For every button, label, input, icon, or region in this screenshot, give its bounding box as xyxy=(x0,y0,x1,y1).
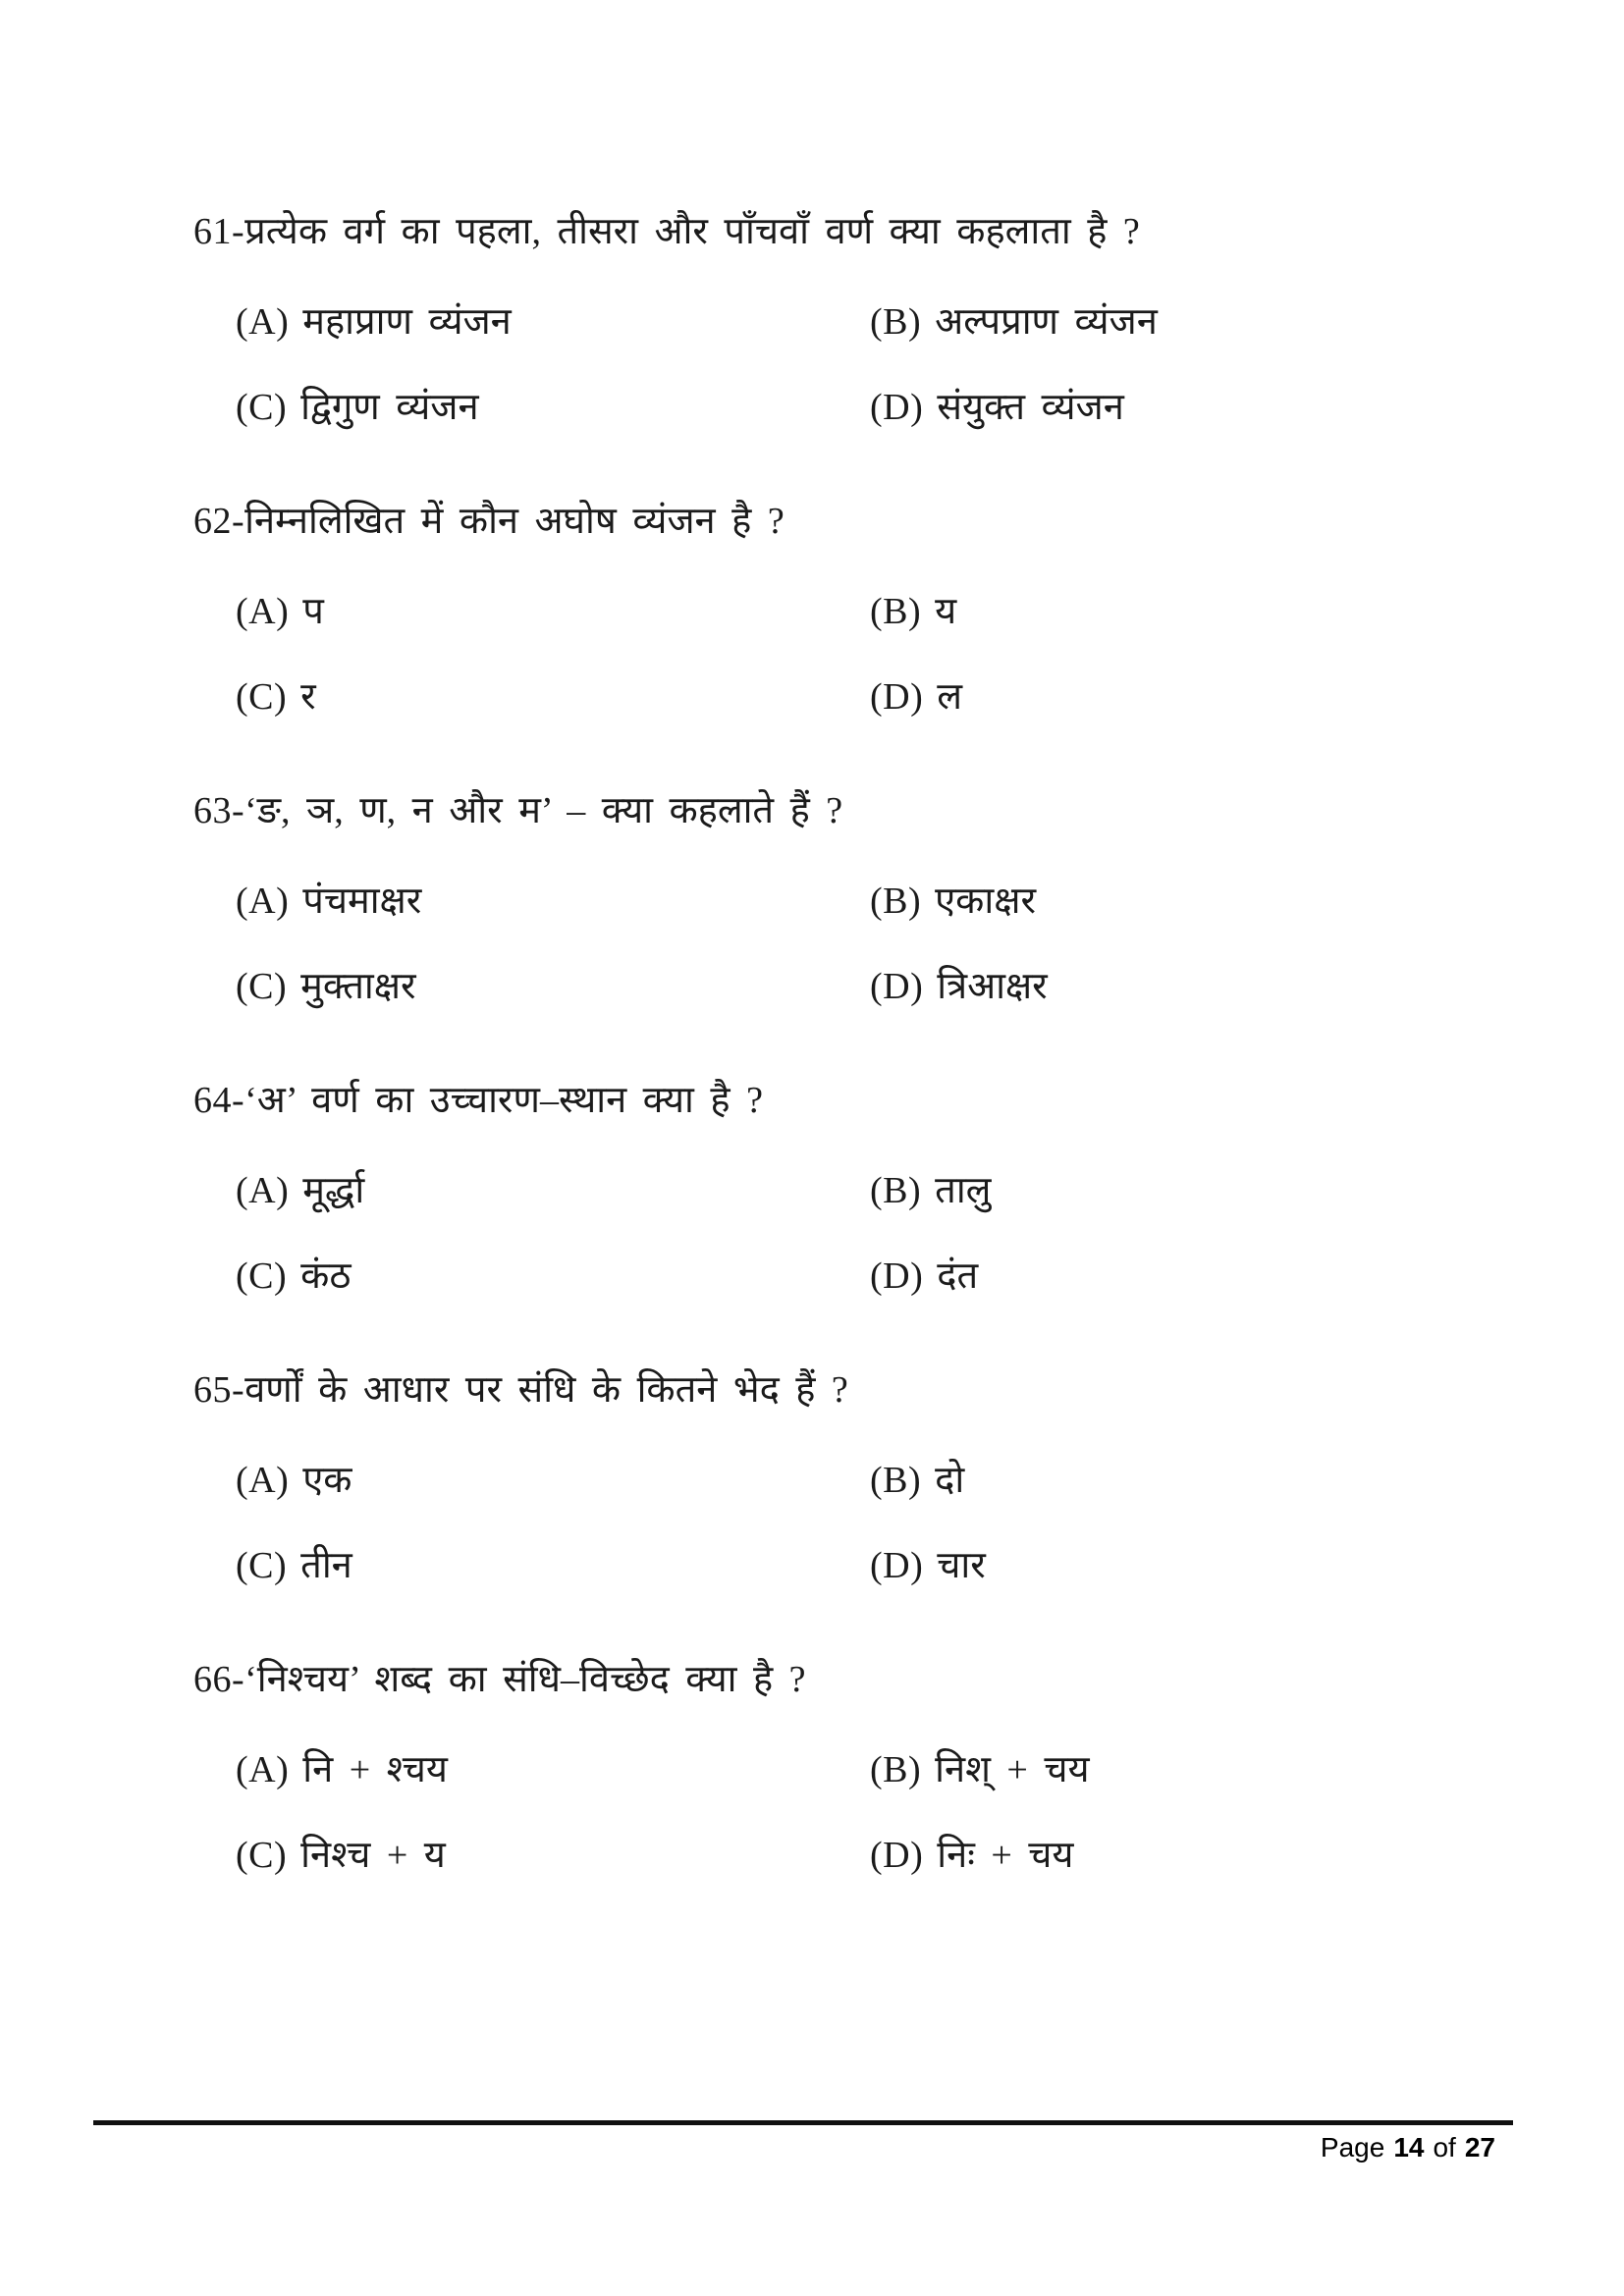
option-label: (D) xyxy=(870,1545,924,1586)
option-label: (B) xyxy=(870,1460,922,1501)
options-row-ab xyxy=(193,1457,1529,1504)
option-c xyxy=(236,963,870,1010)
option-text: पंचमाक्षर xyxy=(302,881,422,922)
option-label: (B) xyxy=(870,301,922,343)
option-label: (A) xyxy=(236,881,290,922)
option-text: निश् + चय xyxy=(935,1749,1090,1790)
option-c xyxy=(236,384,870,431)
option-d xyxy=(870,673,1529,721)
option-a xyxy=(236,878,870,925)
option-label: (A) xyxy=(236,301,290,343)
option-label: (A) xyxy=(236,591,290,632)
question-61 xyxy=(193,208,1529,431)
option-c xyxy=(236,1542,870,1589)
option-text: र xyxy=(300,676,316,718)
question-65 xyxy=(193,1366,1529,1589)
footer-page-number: 14 xyxy=(1393,2132,1425,2163)
options-row-cd xyxy=(193,1832,1529,1879)
option-label: (C) xyxy=(236,1255,288,1297)
option-a xyxy=(236,298,870,346)
option-label: (D) xyxy=(870,966,924,1007)
option-b xyxy=(870,1167,1529,1214)
footer-divider-line xyxy=(93,2120,1513,2125)
option-a xyxy=(236,588,870,635)
option-text: य xyxy=(935,591,957,632)
option-text: तालु xyxy=(935,1170,992,1211)
option-label: (D) xyxy=(870,387,924,428)
option-text: निश्च + य xyxy=(300,1835,446,1876)
question-number: 61- xyxy=(193,211,245,252)
question-64 xyxy=(193,1077,1529,1300)
question-text: ‘अ’ वर्ण का उच्चारण–स्थान क्या है ? xyxy=(244,1080,763,1121)
option-label: (A) xyxy=(236,1170,290,1211)
option-text: एकाक्षर xyxy=(935,881,1036,922)
option-label: (C) xyxy=(236,676,288,718)
options-row-cd xyxy=(193,1253,1529,1300)
question-number: 64- xyxy=(193,1080,245,1121)
option-b xyxy=(870,1746,1529,1793)
option-text: त्रिआक्षर xyxy=(937,966,1048,1007)
option-text: दंत xyxy=(937,1255,979,1297)
option-label: (C) xyxy=(236,966,288,1007)
option-c xyxy=(236,673,870,721)
option-d xyxy=(870,384,1529,431)
option-label: (A) xyxy=(236,1749,290,1790)
options-row-ab xyxy=(193,298,1529,346)
option-label: (B) xyxy=(870,881,922,922)
option-label: (D) xyxy=(870,1835,924,1876)
option-text: कंठ xyxy=(300,1255,352,1297)
option-label: (C) xyxy=(236,387,288,428)
question-line xyxy=(193,1366,1529,1414)
option-b xyxy=(870,298,1529,346)
options-row-cd xyxy=(193,963,1529,1010)
option-c xyxy=(236,1253,870,1300)
page-footer xyxy=(1321,2132,1495,2163)
question-text: ‘ङ, ञ, ण, न और म’ – क्या कहलाते हैं ? xyxy=(244,790,843,831)
question-line xyxy=(193,498,1529,545)
option-text: अल्पप्राण व्यंजन xyxy=(935,301,1158,343)
question-line xyxy=(193,787,1529,834)
option-text: एक xyxy=(302,1460,352,1501)
question-line xyxy=(193,208,1529,255)
option-text: तीन xyxy=(300,1545,352,1586)
options-row-ab xyxy=(193,1746,1529,1793)
question-text: ‘निश्चय’ शब्द का संधि–विच्छेद क्या है ? xyxy=(244,1659,806,1700)
option-b xyxy=(870,1457,1529,1504)
option-a xyxy=(236,1457,870,1504)
question-text: निम्नलिखित में कौन अघोष व्यंजन है ? xyxy=(244,501,785,542)
option-text: द्विगुण व्यंजन xyxy=(300,387,479,428)
option-text: महाप्राण व्यंजन xyxy=(302,301,512,343)
option-d xyxy=(870,1832,1529,1879)
question-text: वर्णों के आधार पर संधि के कितने भेद हैं ? xyxy=(244,1369,848,1411)
option-text: चार xyxy=(937,1545,986,1586)
question-number: 63- xyxy=(193,790,245,831)
option-text: संयुक्त व्यंजन xyxy=(937,387,1124,428)
option-d xyxy=(870,1542,1529,1589)
option-text: मुक्ताक्षर xyxy=(300,966,416,1007)
options-row-cd xyxy=(193,1542,1529,1589)
question-63 xyxy=(193,787,1529,1010)
option-text: दो xyxy=(935,1460,965,1501)
question-line xyxy=(193,1656,1529,1703)
questions-area xyxy=(193,208,1529,1946)
option-text: मूर्द्धा xyxy=(302,1170,365,1211)
option-d xyxy=(870,1253,1529,1300)
option-label: (D) xyxy=(870,1255,924,1297)
question-62 xyxy=(193,498,1529,721)
option-text: नि + श्चय xyxy=(302,1749,448,1790)
footer-total-pages: 27 xyxy=(1464,2132,1495,2163)
option-c xyxy=(236,1832,870,1879)
question-number: 65- xyxy=(193,1369,245,1411)
footer-page-word: Page xyxy=(1320,2132,1385,2163)
option-label: (D) xyxy=(870,676,924,718)
options-row-cd xyxy=(193,673,1529,721)
option-label: (B) xyxy=(870,1749,922,1790)
options-row-ab xyxy=(193,878,1529,925)
option-label: (A) xyxy=(236,1460,290,1501)
question-text: प्रत्येक वर्ग का पहला, तीसरा और पाँचवाँ वर्ण क्या कहलाता है ? xyxy=(244,211,1140,252)
option-label: (B) xyxy=(870,1170,922,1211)
options-row-cd xyxy=(193,384,1529,431)
option-b xyxy=(870,878,1529,925)
options-row-ab xyxy=(193,1167,1529,1214)
option-text: ल xyxy=(937,676,963,718)
question-number: 66- xyxy=(193,1659,245,1700)
option-text: प xyxy=(302,591,324,632)
option-b xyxy=(870,588,1529,635)
option-label: (B) xyxy=(870,591,922,632)
options-row-ab xyxy=(193,588,1529,635)
option-text: निः + चय xyxy=(937,1835,1074,1876)
option-a xyxy=(236,1746,870,1793)
option-d xyxy=(870,963,1529,1010)
option-a xyxy=(236,1167,870,1214)
footer-of-word: of xyxy=(1433,2132,1456,2163)
option-label: (C) xyxy=(236,1835,288,1876)
option-label: (C) xyxy=(236,1545,288,1586)
question-line xyxy=(193,1077,1529,1124)
question-number: 62- xyxy=(193,501,245,542)
question-66 xyxy=(193,1656,1529,1879)
